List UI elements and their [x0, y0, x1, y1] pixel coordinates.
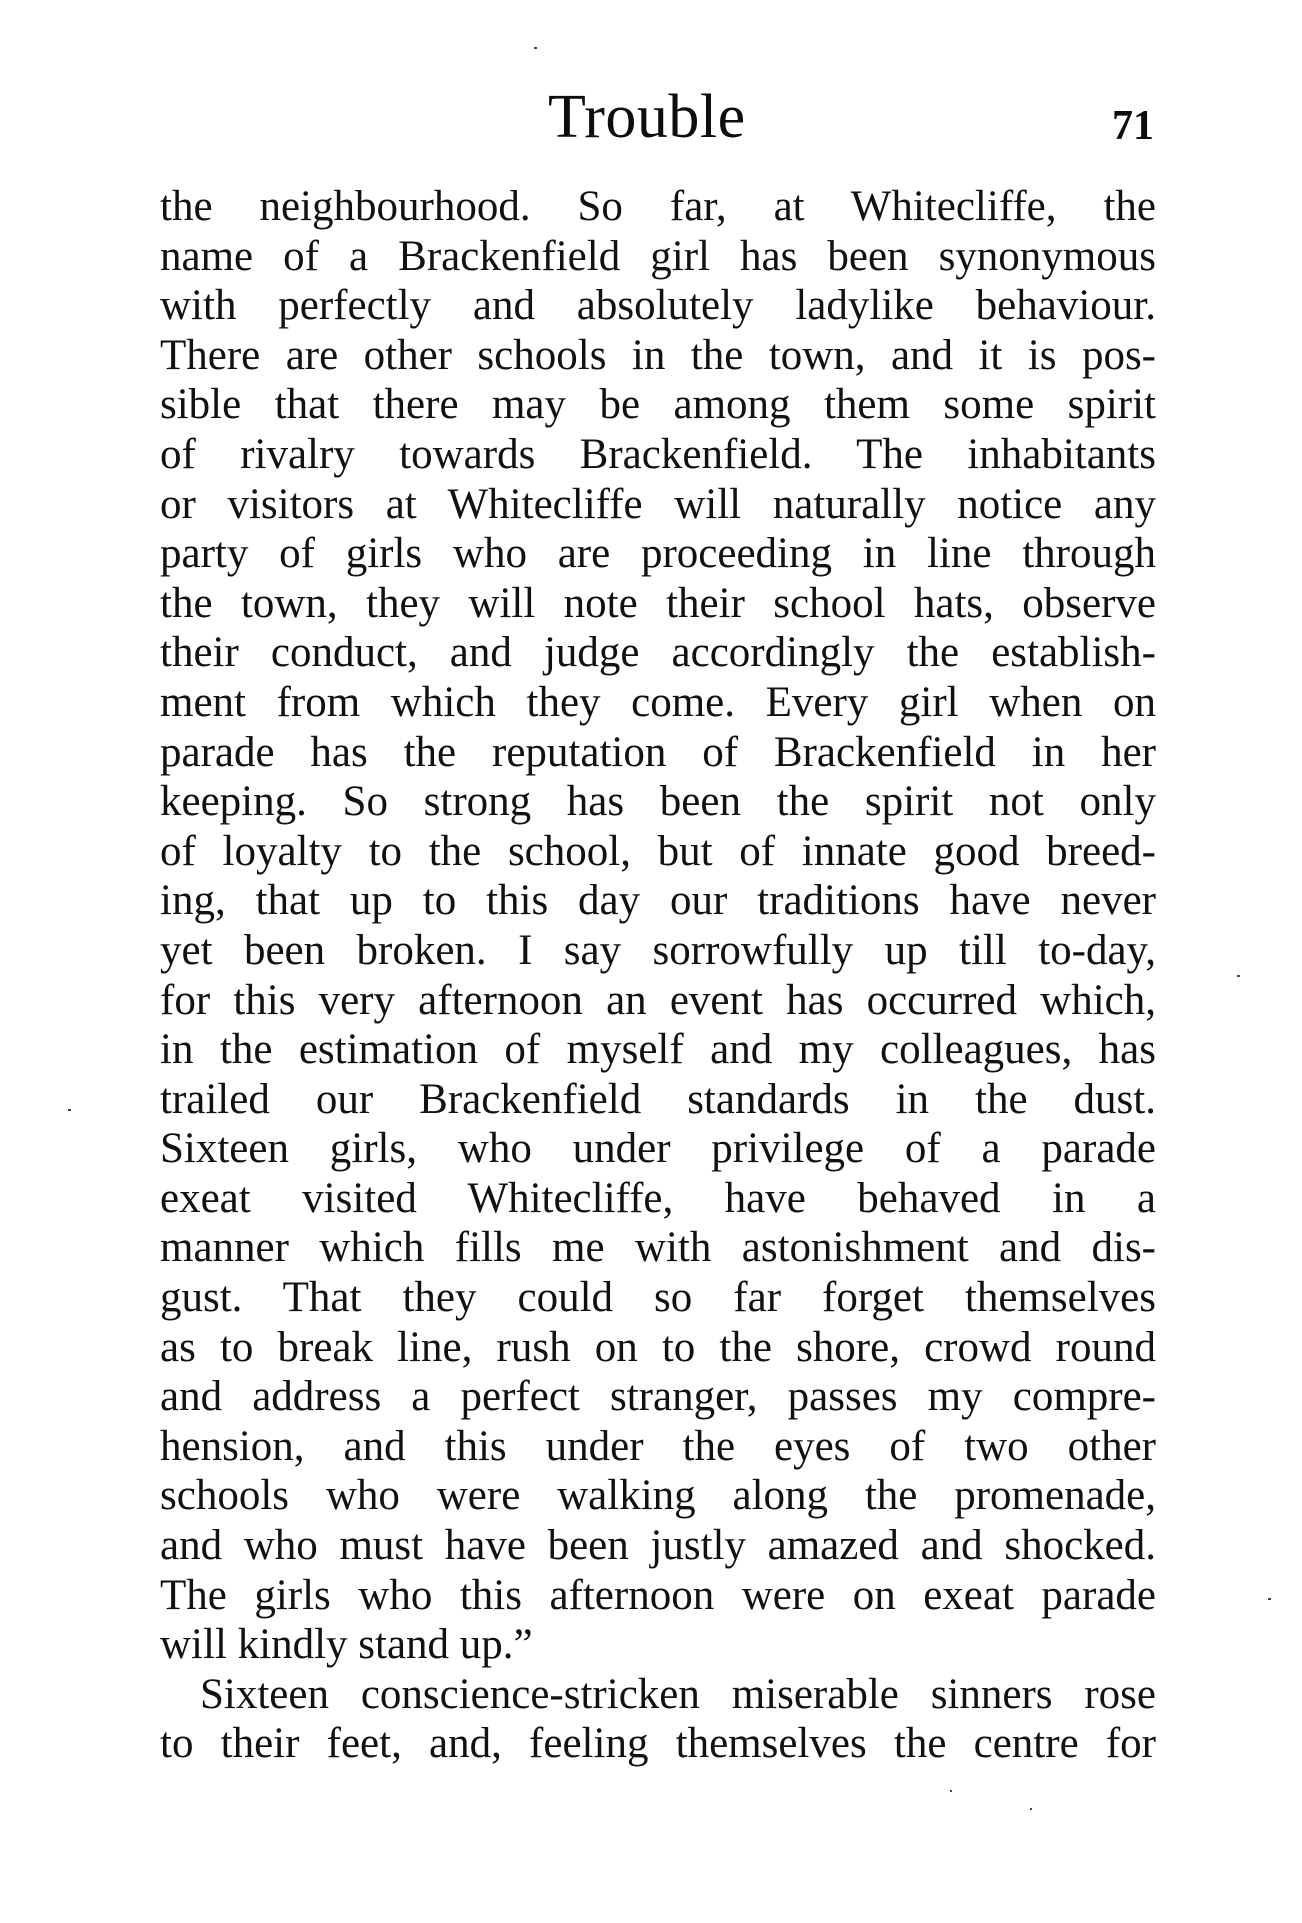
- text-line: and address a perfect stranger, passes my compre-: [160, 1373, 1156, 1421]
- text-line: name of a Brackenfield girl has been synonymous: [160, 232, 1156, 280]
- scan-speck: [1237, 975, 1240, 977]
- page-number: 71: [1112, 103, 1154, 149]
- text-line: schools who were walking along the promenade,: [160, 1472, 1156, 1520]
- text-line: ing, that up to this day our traditions have never: [160, 877, 1156, 925]
- text-line: party of girls who are proceeding in line through: [160, 530, 1156, 578]
- text-line: the town, they will note their school hats, observe: [160, 579, 1156, 627]
- text-line: The girls who this afternoon were on exeat parade: [160, 1571, 1156, 1619]
- scan-speck: [534, 47, 537, 49]
- text-line: parade has the reputation of Brackenfield in her: [160, 728, 1156, 776]
- text-line: exeat visited Whitecliffe, have behaved in a: [160, 1174, 1156, 1222]
- text-line: will kindly stand up.”: [160, 1621, 533, 1669]
- scan-speck: [1268, 1598, 1271, 1600]
- body-text: [160, 182, 1156, 1769]
- text-line: and who must have been justly amazed and shocked.: [160, 1522, 1156, 1570]
- paragraph: [160, 1670, 1156, 1769]
- scan-speck: [1030, 1808, 1032, 1810]
- text-line: as to break line, rush on to the shore, crowd round: [160, 1323, 1156, 1371]
- scan-speck: [68, 1109, 71, 1111]
- text-line: keeping. So strong has been the spirit not only: [160, 778, 1156, 826]
- text-line: gust. That they could so far forget themselves: [160, 1274, 1156, 1322]
- scan-speck: [950, 1790, 952, 1792]
- text-line: hension, and this under the eyes of two other: [160, 1422, 1156, 1470]
- text-line: There are other schools in the town, and it is pos-: [160, 331, 1156, 379]
- text-line: of loyalty to the school, but of innate good breed-: [160, 827, 1156, 875]
- text-line: sible that there may be among them some spirit: [160, 381, 1156, 429]
- running-title: Trouble: [548, 83, 746, 151]
- text-line: of rivalry towards Brackenfield. The inhabitants: [160, 430, 1156, 478]
- text-line: Sixteen conscience-stricken miserable sinners rose: [200, 1670, 1156, 1718]
- text-line: with perfectly and absolutely ladylike behaviour.: [160, 282, 1156, 330]
- text-line: in the estimation of myself and my colleagues, has: [160, 1026, 1156, 1074]
- text-line: the neighbourhood. So far, at Whitecliffe, the: [160, 183, 1156, 230]
- text-line: manner which fills me with astonishment and dis-: [160, 1224, 1156, 1272]
- paragraph: [160, 182, 1156, 1670]
- text-line: Sixteen girls, who under privilege of a parade: [160, 1125, 1156, 1173]
- text-line: or visitors at Whitecliffe will naturally notice any: [160, 480, 1156, 528]
- running-head: [0, 82, 1302, 152]
- text-line: to their feet, and, feeling themselves the centre for: [160, 1720, 1156, 1768]
- text-line: trailed our Brackenfield standards in the dust.: [160, 1075, 1156, 1123]
- text-line: ment from which they come. Every girl when on: [160, 678, 1156, 726]
- text-line: their conduct, and judge accordingly the establish-: [160, 629, 1156, 677]
- text-line: yet been broken. I say sorrowfully up till to-day,: [160, 926, 1156, 974]
- text-line: for this very afternoon an event has occurred which,: [160, 976, 1156, 1024]
